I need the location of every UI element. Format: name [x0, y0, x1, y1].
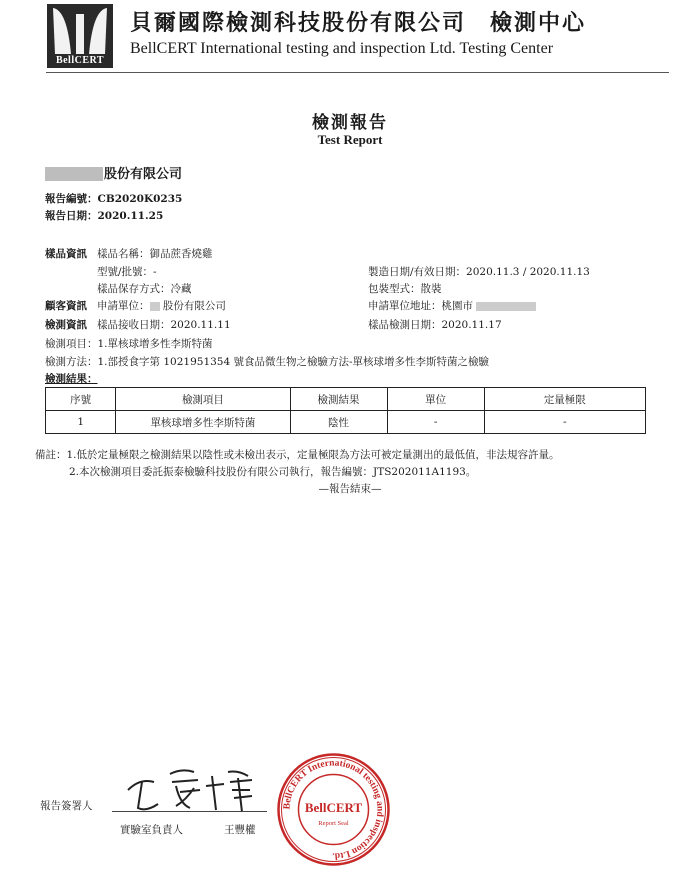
sample-storage	[97, 281, 192, 296]
report-title-en: Test Report	[317, 132, 383, 147]
company-name-zh: 貝爾國際檢測科技股份有限公司 檢測中心	[130, 10, 587, 36]
received-date	[97, 317, 231, 332]
results-table	[45, 387, 646, 434]
report-number-value: CB2020K0235	[97, 193, 183, 205]
seal-sub-text: Report Seal	[318, 820, 349, 827]
sample-name	[97, 246, 213, 261]
client-name: 股份有限公司	[104, 167, 183, 182]
tested-date	[368, 317, 502, 332]
applicant-address	[368, 298, 536, 313]
company-logo	[47, 4, 113, 68]
signatory-label: 報告簽署人	[40, 800, 93, 812]
handwritten-signature-icon	[120, 760, 290, 815]
redaction-block	[45, 167, 103, 181]
report-seal-icon	[276, 752, 391, 867]
logo-graphic-icon	[47, 4, 113, 54]
table-header-cell: 單位	[387, 388, 484, 411]
results-label: 檢測結果：	[45, 373, 98, 385]
table-row	[46, 411, 646, 434]
table-cell: -	[387, 411, 484, 434]
address-redaction	[476, 302, 536, 311]
test-item-line: 檢測項目：1.單核球增多性李斯特菌	[45, 338, 213, 350]
tested-date-label: 樣品檢測日期：	[368, 319, 442, 331]
testinfo-section-label: 檢測資訊	[45, 319, 87, 331]
sample-name-label: 樣品名稱：	[97, 248, 150, 260]
table-cell: -	[484, 411, 645, 434]
table-header-cell: 檢測項目	[116, 388, 290, 411]
manufacture-date	[368, 264, 590, 279]
table-header-cell: 定量極限	[484, 388, 645, 411]
table-cell: 單核球增多性李斯特菌	[116, 411, 290, 434]
applicant-label: 申請單位：	[97, 300, 150, 312]
sample-model-value: -	[153, 266, 157, 278]
test-method-line: 檢測方法：1.部授食字第 1021951354 號食品微生物之檢驗方法-單核球增多性李斯特菌之檢驗	[45, 356, 490, 368]
applicant-address-label: 申請單位地址：	[368, 300, 442, 312]
note-line-1: 備註：1.低於定量極限之檢測結果以陰性或未檢出表示，定量極限為方法可被定量測出的最低值，非法規容許量。	[35, 449, 560, 461]
signatory-name: 王豐權	[224, 824, 256, 836]
report-end: —報告結束—	[318, 483, 382, 495]
header-divider	[46, 72, 669, 73]
received-date-label: 樣品接收日期：	[97, 319, 171, 331]
table-header-cell: 序號	[46, 388, 116, 411]
report-number-label: 報告編號：	[45, 193, 98, 205]
report-title-zh: 檢測報告	[312, 113, 388, 133]
table-header-cell: 檢測結果	[290, 388, 387, 411]
note-line-2: 2.本次檢測項目委託振泰檢驗科技股份有限公司執行，報告編號：JTS202011A1193。	[69, 466, 477, 478]
signatory-role: 實驗室負責人	[120, 824, 183, 836]
received-date-value: 2020.11.11	[170, 319, 231, 331]
signature-line	[112, 811, 267, 812]
applicant-value: 股份有限公司	[162, 300, 226, 312]
applicant-redaction	[150, 302, 160, 311]
table-cell: 陰性	[290, 411, 387, 434]
company-name-en: BellCERT International testing and inspection Ltd. Testing Center	[130, 40, 554, 57]
sample-section-label: 樣品資訊	[45, 248, 87, 260]
report-date-label: 報告日期：	[45, 210, 98, 222]
logo-wordmark: BellCERT	[55, 55, 105, 66]
report-date	[45, 208, 163, 223]
sample-storage-label: 樣品保存方式：	[97, 283, 171, 295]
tested-date-value: 2020.11.17	[441, 319, 502, 331]
package-type-label: 包裝型式：	[368, 283, 421, 295]
applicant-address-value: 桃園市	[441, 300, 473, 312]
table-cell: 1	[46, 411, 116, 434]
sample-storage-value: 冷藏	[170, 283, 192, 295]
package-type	[368, 281, 442, 296]
manufacture-date-value: 2020.11.3 / 2020.11.13	[466, 266, 590, 278]
report-date-value: 2020.11.25	[97, 210, 164, 222]
seal-ring-text: BellCERT International testing and inspection Ltd.	[282, 758, 385, 861]
customer-section-label: 顧客資訊	[45, 300, 87, 312]
manufacture-date-label: 製造日期/有效日期：	[368, 266, 467, 278]
package-type-value: 散裝	[420, 283, 442, 295]
table-header-row	[46, 388, 646, 411]
sample-model-label: 型號/批號：	[97, 266, 154, 278]
seal-center-text: BellCERT	[304, 800, 363, 815]
applicant	[97, 298, 226, 313]
sample-name-value: 御品蔗香燒雞	[149, 248, 213, 260]
report-number	[45, 191, 182, 206]
sample-model	[97, 264, 157, 279]
